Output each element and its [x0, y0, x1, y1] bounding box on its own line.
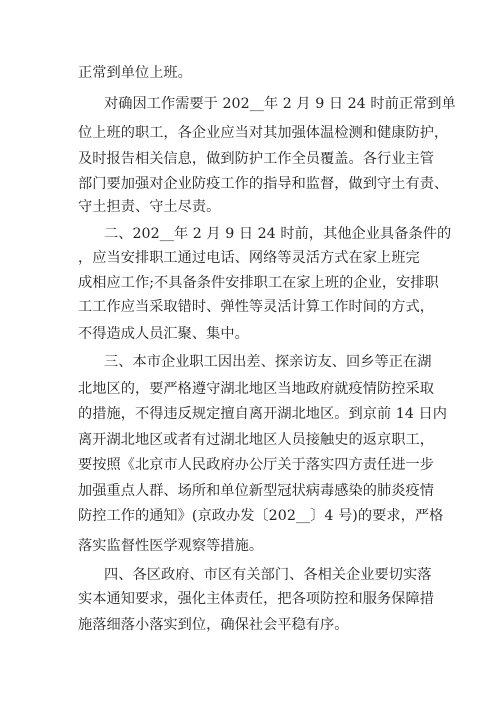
text-line: 守土担责、守土尽责。 [78, 199, 221, 215]
text-line: 工工作应当采取错时、弹性等灵活计算工作时间的方式， [78, 299, 434, 315]
text-line: 要按照《北京市人民政府办公厅关于落实四方责任进一步 [78, 457, 434, 473]
text-line: 及时报告相关信息，做到防护工作全员覆盖。各行业主管 [78, 151, 434, 167]
text-line: 北地区的，要严格遵守湖北地区当地政府就疫情防控采取 [78, 381, 434, 397]
text-line: ，应当安排职工通过电话、网络等灵活方式在家上班完 [78, 250, 420, 266]
paragraph-first-line: 三、本市企业职工因出差、探亲访友、回乡等正在湖 [104, 354, 432, 370]
text-line: 施落细落小落实到位，确保社会平稳有序。 [78, 617, 349, 633]
text-line: 的措施，不得违反规定擅自离开湖北地区。到京前 14 日内 [78, 406, 447, 422]
text-line: 加强重点人群、场所和单位新型冠状病毒感染的肺炎疫情 [78, 483, 434, 499]
text-line: 离开湖北地区或者有过湖北地区人员接触史的返京职工， [78, 432, 434, 448]
text-line: 实本通知要求，强化主体责任，把各项防控和服务保障措 [78, 591, 434, 607]
text-line: 防控工作的通知》(京政办发〔202__〕4 号)的要求，严格 [78, 508, 444, 524]
text-line: 位上班的职工，各企业应当对其加强体温检测和健康防护， [78, 125, 449, 141]
text-line: 正常到单位上班。 [78, 65, 192, 81]
text-line: 不得造成人员汇聚、集中。 [78, 326, 249, 342]
text-line: 落实监督性医学观察等措施。 [78, 538, 264, 554]
text-line: 成相应工作;不具备条件安排职工在家上班的企业，安排职 [78, 275, 439, 291]
text-line: 部门要加强对企业防疫工作的指导和监督，做到守土有责、 [78, 176, 449, 192]
paragraph-first-line: 二、202__年 2 月 9 日 24 时前，其他企业具备条件的 [104, 226, 452, 242]
paragraph-first-line: 对确因工作需要于 202__年 2 月 9 日 24 时前正常到单 [104, 96, 456, 112]
paragraph-first-line: 四、各区政府、市区有关部门、各相关企业要切实落 [104, 567, 432, 583]
